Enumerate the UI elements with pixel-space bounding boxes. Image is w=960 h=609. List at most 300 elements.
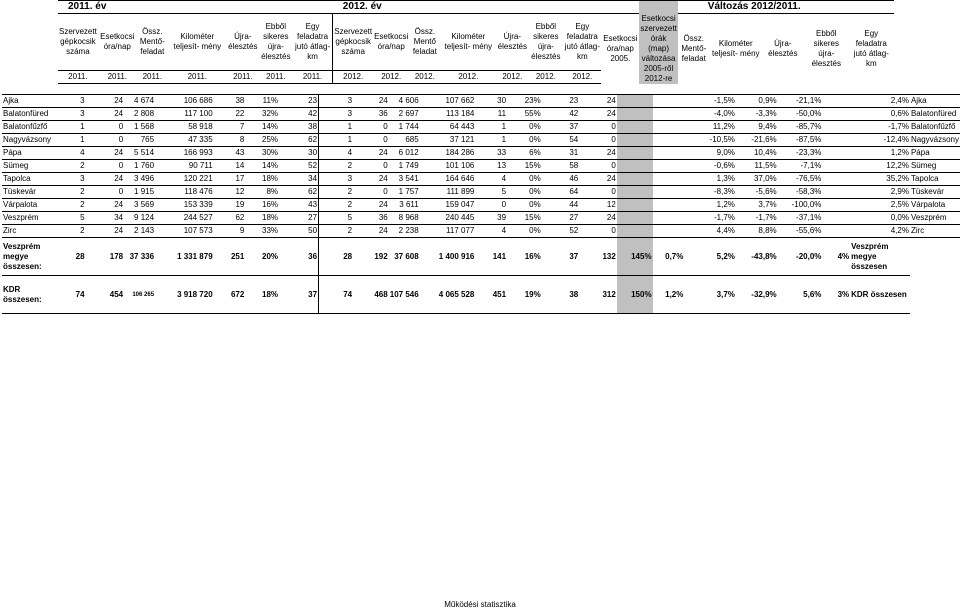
data-cell: 39 <box>475 212 507 225</box>
total-cell: 251 <box>214 238 246 276</box>
data-cell: 0% <box>507 121 542 134</box>
data-cell: 0% <box>507 186 542 199</box>
total-cell: 37 336 <box>124 238 155 276</box>
data-cell: 37,0% <box>736 173 778 186</box>
data-cell: 0 <box>86 160 125 173</box>
data-cell: 33 <box>475 147 507 160</box>
header-group-row <box>58 1 894 14</box>
year-cell: 2011. <box>58 70 98 83</box>
row-label-right: Ajka <box>910 95 960 108</box>
data-cell: 1,2% <box>684 199 736 212</box>
data-cell: 765 <box>124 134 155 147</box>
data-cell: 9 <box>214 225 246 238</box>
total-cell: 107 546 <box>389 276 420 314</box>
data-cell: 12 <box>214 186 246 199</box>
data-cell: -3,3% <box>736 108 778 121</box>
row-label-right: Nagyvázsony <box>910 134 960 147</box>
data-cell: 117 077 <box>420 225 476 238</box>
data-cell: -21,6% <box>736 134 778 147</box>
year-cell: 2012. <box>563 70 601 83</box>
data-cell: 8,8% <box>736 225 778 238</box>
data-cell <box>617 95 653 108</box>
data-cell: 14 <box>214 160 246 173</box>
data-cell: 30 <box>475 95 507 108</box>
row-label: Pápa <box>2 147 58 160</box>
data-cell: 2 <box>319 225 354 238</box>
data-cell: -50,0% <box>778 108 823 121</box>
data-cell: 24 <box>579 147 617 160</box>
data-cell: 1 <box>58 134 86 147</box>
data-cell: 30 <box>279 147 318 160</box>
data-cell: 15% <box>507 212 542 225</box>
data-cell: 0 <box>579 225 617 238</box>
total-cell: 1 400 916 <box>420 238 476 276</box>
data-cell: 8% <box>245 186 279 199</box>
data-table-body <box>2 95 960 314</box>
data-cell: -85,7% <box>778 121 823 134</box>
data-cell <box>822 199 850 212</box>
total-cell: 312 <box>579 276 617 314</box>
data-cell <box>822 225 850 238</box>
data-cell: 4,4% <box>684 225 736 238</box>
data-cell: 58 918 <box>155 121 214 134</box>
gray-cell <box>639 1 677 14</box>
data-cell <box>617 160 653 173</box>
data-cell <box>617 134 653 147</box>
total-cell: 37 <box>279 276 318 314</box>
data-cell <box>653 108 685 121</box>
data-cell: 118 476 <box>155 186 214 199</box>
row-label: Tüskevár <box>2 186 58 199</box>
data-cell: 0,9% <box>736 95 778 108</box>
total-label: KDR összesen: <box>2 276 58 314</box>
data-cell: 9,4% <box>736 121 778 134</box>
data-cell: -4,0% <box>684 108 736 121</box>
year-cell: 2011. <box>137 70 168 83</box>
data-cell: 1 757 <box>389 186 420 199</box>
data-cell: -1,5% <box>684 95 736 108</box>
data-cell: 6 012 <box>389 147 420 160</box>
data-cell: 0 <box>353 121 389 134</box>
data-cell: 0 <box>353 160 389 173</box>
data-cell: 24 <box>86 225 125 238</box>
total-cell: 5,2% <box>684 238 736 276</box>
total-cell: 132 <box>579 238 617 276</box>
data-cell <box>822 147 850 160</box>
row-label-right: Balatonfüred <box>910 108 960 121</box>
total-cell: 178 <box>86 238 125 276</box>
data-cell: 0% <box>507 173 542 186</box>
data-cell: 47 335 <box>155 134 214 147</box>
total-label-right: Veszprém megye összesen <box>850 238 910 276</box>
year-cell: 2012. <box>373 70 409 83</box>
total-cell: 1,2% <box>653 276 685 314</box>
data-cell: 24 <box>353 147 389 160</box>
col-hours-change: Esetkocsi szervezett órák (map) változása 2005-ről 2012-re <box>640 13 677 83</box>
total-cell: 19% <box>507 276 542 314</box>
data-cell: 5 <box>475 186 507 199</box>
data-cell: 159 047 <box>420 199 476 212</box>
data-cell: 8 <box>214 134 246 147</box>
data-cell: 4 <box>475 173 507 186</box>
data-cell: 685 <box>389 134 420 147</box>
data-cell: 37 121 <box>420 134 476 147</box>
data-cell: 34 <box>86 212 125 225</box>
table-row <box>2 147 960 160</box>
data-cell: 1 <box>319 121 354 134</box>
header-col-row <box>58 14 894 71</box>
data-cell: 14% <box>245 121 279 134</box>
col-2012-km: Kilométer teljesít- mény <box>444 31 493 51</box>
data-cell: 18% <box>245 173 279 186</box>
row-label-right: Tüskevár <box>910 186 960 199</box>
data-cell: 106 686 <box>155 95 214 108</box>
data-cell <box>653 225 685 238</box>
col-change-resus: Újra- élesztés <box>768 38 798 58</box>
total-cell: 74 <box>319 276 354 314</box>
data-cell <box>617 212 653 225</box>
data-cell: 4 <box>58 147 86 160</box>
data-cell: 1 <box>319 134 354 147</box>
data-cell: 2 697 <box>389 108 420 121</box>
total-cell: 454 <box>86 276 125 314</box>
year-cell: 2011. <box>168 70 227 83</box>
group-change: Változás 2012/2011. <box>678 1 894 14</box>
data-cell: 64 443 <box>420 121 476 134</box>
data-cell: 0% <box>507 134 542 147</box>
data-cell: 12,2% <box>850 160 910 173</box>
data-cell: 9 124 <box>124 212 155 225</box>
data-cell: 55% <box>507 108 542 121</box>
data-cell: 5 <box>319 212 354 225</box>
total-cell: 145% <box>617 238 653 276</box>
year-cell: 2012. <box>528 70 563 83</box>
data-cell <box>617 186 653 199</box>
data-cell: 44 <box>542 199 580 212</box>
total-cell: 0,7% <box>653 238 685 276</box>
data-cell: 2 <box>58 186 86 199</box>
data-cell: 3 <box>319 108 354 121</box>
data-cell: 0 <box>86 186 125 199</box>
total-cell: 192 <box>353 238 389 276</box>
col-2012-hours: Esetkocsi óra/nap <box>374 31 409 51</box>
data-cell: 3 <box>319 95 354 108</box>
row-label: Ajka <box>2 95 58 108</box>
data-cell <box>617 121 653 134</box>
data-cell: 23% <box>507 95 542 108</box>
table-row <box>2 95 960 108</box>
data-cell <box>617 225 653 238</box>
data-cell: 15% <box>507 160 542 173</box>
col-2012-resus: Újra- élesztés <box>497 31 527 51</box>
row-label: Balatonfüred <box>2 108 58 121</box>
data-cell: 32% <box>245 108 279 121</box>
data-cell: 62 <box>214 212 246 225</box>
data-cell: 0 <box>86 134 125 147</box>
data-cell: 6% <box>507 147 542 160</box>
data-cell: 244 527 <box>155 212 214 225</box>
data-cell: 5 514 <box>124 147 155 160</box>
data-cell: -58,3% <box>778 186 823 199</box>
data-cell: 24 <box>579 95 617 108</box>
data-cell: 42 <box>279 108 318 121</box>
data-cell: 24 <box>579 108 617 121</box>
total-cell: 4 065 528 <box>420 276 476 314</box>
data-cell: 117 100 <box>155 108 214 121</box>
row-label: Balatonfűzfő <box>2 121 58 134</box>
data-cell: 14% <box>245 160 279 173</box>
data-cell: 2 808 <box>124 108 155 121</box>
data-cell: 2,5% <box>850 199 910 212</box>
row-label-right: Balatonfűzfő <box>910 121 960 134</box>
data-cell: 4,2% <box>850 225 910 238</box>
data-cell: 2 <box>58 160 86 173</box>
data-cell <box>822 160 850 173</box>
data-cell: 58 <box>542 160 580 173</box>
year-cell: 2012. <box>440 70 496 83</box>
header-table <box>58 0 894 84</box>
row-label-right: Tapolca <box>910 173 960 186</box>
col-2012-vehicles: Szervezett gépkocsik száma <box>333 14 373 71</box>
table-row <box>2 134 960 147</box>
data-cell: 0 <box>353 134 389 147</box>
data-cell <box>653 160 685 173</box>
data-cell: 25% <box>245 134 279 147</box>
data-cell: 3,7% <box>736 199 778 212</box>
year-cell: 2011. <box>293 70 333 83</box>
data-cell: 24 <box>86 173 125 186</box>
data-cell: 33% <box>245 225 279 238</box>
data-cell: 1 <box>475 134 507 147</box>
data-cell: 3 <box>319 173 354 186</box>
data-cell: 0 <box>86 121 125 134</box>
data-cell: 184 286 <box>420 147 476 160</box>
data-cell: 2,4% <box>850 95 910 108</box>
col-change-avgkm: Egy feladatra jutó átlag- km <box>853 28 889 68</box>
year-cell: 2012. <box>409 70 440 83</box>
col-change-success: Ebből sikeres újra- élesztés <box>811 28 841 68</box>
data-cell: 8 968 <box>389 212 420 225</box>
data-cell: 12 <box>579 199 617 212</box>
data-cell: 3 <box>58 173 86 186</box>
data-cell: 1 915 <box>124 186 155 199</box>
data-cell: -8,3% <box>684 186 736 199</box>
data-cell <box>822 134 850 147</box>
data-cell: 5 <box>58 212 86 225</box>
data-cell: 3 496 <box>124 173 155 186</box>
data-cell: 2 <box>58 225 86 238</box>
data-cell: -1,7% <box>850 121 910 134</box>
data-cell: 0,6% <box>850 108 910 121</box>
col-2011-avgkm: Egy feladatra jutó átlag- km <box>294 21 331 61</box>
data-cell: 9,0% <box>684 147 736 160</box>
data-cell: 35,2% <box>850 173 910 186</box>
data-cell: 107 662 <box>420 95 476 108</box>
data-cell <box>653 95 685 108</box>
data-cell: 27 <box>542 212 580 225</box>
data-cell: 19 <box>214 199 246 212</box>
table-row <box>2 186 960 199</box>
total-cell: 36 <box>279 238 318 276</box>
data-cell: -12,4% <box>850 134 910 147</box>
data-cell <box>822 95 850 108</box>
data-cell: 11,2% <box>684 121 736 134</box>
data-cell: 4 674 <box>124 95 155 108</box>
row-label: Várpalota <box>2 199 58 212</box>
data-cell: 24 <box>86 95 125 108</box>
data-cell: 18% <box>245 212 279 225</box>
data-cell: -5,6% <box>736 186 778 199</box>
data-cell: 11% <box>245 95 279 108</box>
data-cell: 2,9% <box>850 186 910 199</box>
row-label: Nagyvázsony <box>2 134 58 147</box>
data-cell <box>653 134 685 147</box>
data-cell: 1,2% <box>850 147 910 160</box>
row-label-right: Sümeg <box>910 160 960 173</box>
total-label: Veszprém megye összesen: <box>2 238 58 276</box>
data-cell <box>617 147 653 160</box>
table-row <box>2 199 960 212</box>
data-cell: 24 <box>353 225 389 238</box>
data-cell: 46 <box>542 173 580 186</box>
data-cell: 4 <box>475 225 507 238</box>
total-cell: 106 265 <box>124 276 155 314</box>
data-cell: 90 711 <box>155 160 214 173</box>
group-2012: 2012. év <box>333 1 640 14</box>
total-cell: -43,8% <box>736 238 778 276</box>
table-row <box>2 212 960 225</box>
data-cell: 0 <box>475 199 507 212</box>
data-cell: 153 339 <box>155 199 214 212</box>
data-cell: 0 <box>579 186 617 199</box>
data-cell: 3 <box>58 95 86 108</box>
col-2011-vehicles: Szervezett gépkocsik száma <box>59 26 97 56</box>
col-2005-hours: Esetkocsi óra/nap 2005. <box>603 33 638 63</box>
data-cell: 0 <box>579 134 617 147</box>
data-cell: 107 573 <box>155 225 214 238</box>
total-cell: 150% <box>617 276 653 314</box>
total-cell: 672 <box>214 276 246 314</box>
data-cell: 11 <box>475 108 507 121</box>
total-cell: 5,6% <box>778 276 823 314</box>
data-cell: 0% <box>507 199 542 212</box>
data-cell: 27 <box>279 212 318 225</box>
table-row <box>2 225 960 238</box>
data-cell: 42 <box>542 108 580 121</box>
data-cell: 62 <box>279 186 318 199</box>
total-label-right: KDR összesen <box>850 276 910 314</box>
data-cell: 64 <box>542 186 580 199</box>
data-cell: 31 <box>542 147 580 160</box>
total-cell: 3,7% <box>684 276 736 314</box>
data-cell: 120 221 <box>155 173 214 186</box>
data-cell: 24 <box>579 212 617 225</box>
table-row <box>2 160 960 173</box>
data-cell: 52 <box>279 160 318 173</box>
data-cell: -0,6% <box>684 160 736 173</box>
data-cell: 24 <box>353 95 389 108</box>
data-cell: 37 <box>542 121 580 134</box>
data-cell <box>822 121 850 134</box>
col-change-km: Kilométer teljesít- mény <box>711 38 760 58</box>
col-2012-avgkm: Egy feladatra jutó átlag- km <box>564 21 600 61</box>
data-cell: 111 899 <box>420 186 476 199</box>
year-cell: 2011. <box>98 70 137 83</box>
total-row <box>2 238 960 276</box>
data-cell: -37,1% <box>778 212 823 225</box>
col-2011-resus: Újra- élesztés <box>228 31 258 51</box>
data-cell <box>653 147 685 160</box>
data-cell: 164 646 <box>420 173 476 186</box>
row-label-right: Pápa <box>910 147 960 160</box>
data-cell: 23 <box>542 95 580 108</box>
total-cell: -20,0% <box>778 238 823 276</box>
col-2011-tasks: Össz. Mentő- feladat <box>139 26 165 56</box>
data-cell: 7 <box>214 121 246 134</box>
data-cell: 3 611 <box>389 199 420 212</box>
data-cell: 17 <box>214 173 246 186</box>
data-cell: 24 <box>86 199 125 212</box>
data-cell: 38 <box>214 95 246 108</box>
row-label: Sümeg <box>2 160 58 173</box>
data-cell: -10,5% <box>684 134 736 147</box>
data-cell <box>617 199 653 212</box>
data-cell <box>653 121 685 134</box>
data-cell: -21,1% <box>778 95 823 108</box>
data-cell <box>822 212 850 225</box>
total-cell: 18% <box>245 276 279 314</box>
row-label: Tapolca <box>2 173 58 186</box>
total-cell: 38 <box>542 276 580 314</box>
total-cell: 28 <box>58 238 86 276</box>
data-cell: 1,3% <box>684 173 736 186</box>
data-cell <box>653 173 685 186</box>
row-label: Zirc <box>2 225 58 238</box>
total-cell: 4% <box>822 238 850 276</box>
data-cell: 24 <box>353 199 389 212</box>
data-cell: 10,4% <box>736 147 778 160</box>
total-cell: 37 <box>542 238 580 276</box>
col-2011-hours: Esetkocsi óra/nap <box>100 31 135 51</box>
data-cell: 1 <box>475 121 507 134</box>
year-cell: 2011. <box>227 70 259 83</box>
row-label-right: Zirc <box>910 225 960 238</box>
data-cell: 2 <box>319 160 354 173</box>
row-label: Veszprém <box>2 212 58 225</box>
data-cell: 2 143 <box>124 225 155 238</box>
total-cell: 451 <box>475 276 507 314</box>
total-cell: 141 <box>475 238 507 276</box>
data-cell: 2 <box>319 199 354 212</box>
data-cell: 24 <box>86 147 125 160</box>
total-cell: -32,9% <box>736 276 778 314</box>
data-cell: 43 <box>214 147 246 160</box>
data-cell <box>653 199 685 212</box>
data-cell: 62 <box>279 134 318 147</box>
data-cell: 1 568 <box>124 121 155 134</box>
data-cell: 24 <box>579 173 617 186</box>
data-cell <box>822 108 850 121</box>
data-cell: -55,6% <box>778 225 823 238</box>
data-cell: 101 106 <box>420 160 476 173</box>
total-cell: 20% <box>245 238 279 276</box>
table-row <box>2 173 960 186</box>
total-cell: 3% <box>822 276 850 314</box>
table-row <box>2 121 960 134</box>
data-cell: 38 <box>279 121 318 134</box>
table-row <box>2 108 960 121</box>
col-change-tasks: Össz. Mentő- feladat <box>681 33 707 63</box>
